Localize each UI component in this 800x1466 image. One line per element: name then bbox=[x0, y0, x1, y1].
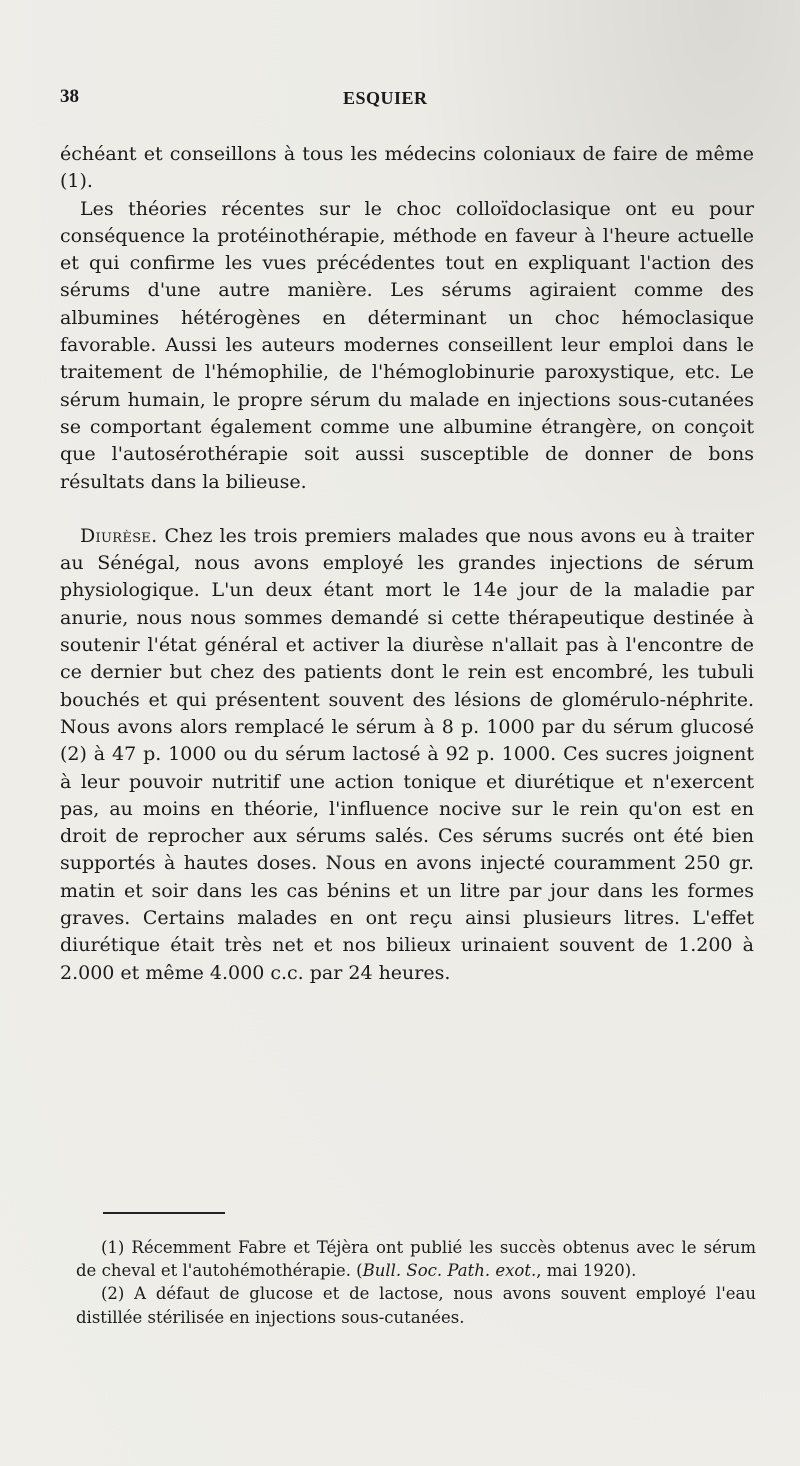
footnote-1-citation: Bull. Soc. Path. exot. bbox=[362, 1261, 537, 1281]
footnote-1-text: (1) Récemment Fabre et Téjèra ont publié les succès obtenus avec le sérum de cheval et l'autohémothérapie. ( bbox=[76, 1238, 756, 1281]
page-number: 38 bbox=[60, 86, 79, 107]
footnote-rule bbox=[103, 1212, 225, 1214]
paragraph-continuation: échéant et conseillons à tous les médecins coloniaux de faire de même (1). bbox=[60, 143, 754, 193]
footnote-1-end: , mai 1920). bbox=[536, 1261, 637, 1281]
footnote-1 bbox=[76, 1236, 756, 1282]
running-head: ESQUIER bbox=[343, 88, 428, 108]
paragraph-diurese-text: Chez les trois premiers malades que nous avons eu à traiter au Sénégal, nous avons employé les grandes injections de sérum physiologique. L'un deux étant mort le 14e jour de la maladie par anurie, nous nous sommes demandé si cette thérapeutique destinée à soutenir l'état général et activer la diurèse n'allait pas à l'encontre de ce dernier but chez des patients dont le rein est encombré, les tubuli bouchés et qui présentent souvent des lésions de glomérulo-néphrite. Nous avons alors remplacé le sérum à 8 p. 1000 par du sérum glucosé (2) à 47 p. 1000 ou du sérum lactosé à 92 p. 1000. Ces sucres joignent à leur pouvoir nutritif une action tonique et diurétique et n'exercent pas, au moins en théorie, l'influence nocive sur le rein qu'on est en droit de reprocher aux sérums salés. Ces sérums sucrés ont été bien supportés à hautes doses. Nous en avons injecté couramment 250 gr. matin et soir dans les cas bénins et un litre par jour dans les formes graves. Certains malades en ont reçu ainsi plusieurs litres. L'effet diurétique était très net et nos bilieux urinaient souvent de 1.200 à 2.000 et même 4.000 c.c. par 24 heures. bbox=[60, 524, 755, 984]
paragraph-diurese bbox=[60, 523, 754, 987]
page-header bbox=[60, 86, 750, 116]
footnote-2: (2) A défaut de glucose et de lactose, nous avons souvent employé l'eau distillée stérilisée en injections sous-cutanées. bbox=[76, 1284, 756, 1327]
body-text bbox=[60, 141, 754, 987]
footnotes bbox=[76, 1236, 756, 1329]
section-heading-diurese: Diurèse. bbox=[80, 524, 158, 547]
paragraph-theories: Les théories récentes sur le choc colloïdoclasique ont eu pour conséquence la protéinothérapie, méthode en faveur à l'heure actuelle et qui confirme les vues précédentes tout en expliquant l'action des sérums d'une autre manière. Les sérums agiraient comme des albumines hétérogènes en déterminant un choc hémoclasique favorable. Aussi les auteurs modernes conseillent leur emploi dans le traitement de l'hémophilie, de l'hémoglobinurie paroxystique, etc. Le sérum humain, le propre sérum du malade en injections sous-cutanées se comportant également comme une albumine étrangère, on conçoit que l'autosérothérapie soit aussi susceptible de donner de bons résultats dans la bilieuse. bbox=[60, 197, 754, 493]
